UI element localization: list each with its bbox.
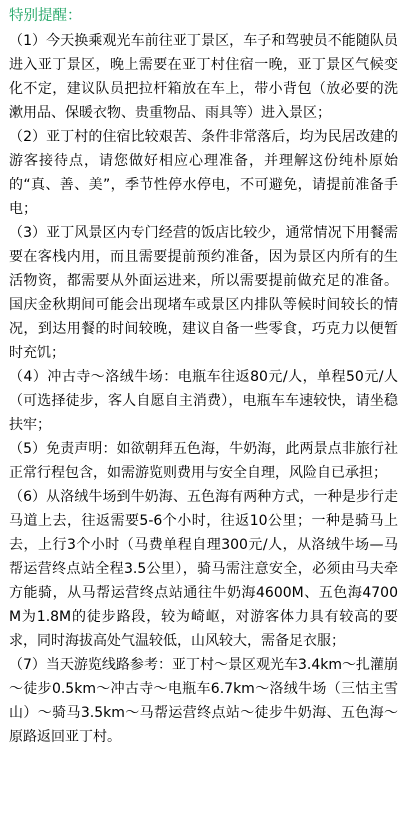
reminder-paragraph-1: （1）今天换乘观光车前往亚丁景区，车子和驾驶员不能随队员进入亚丁景区，晚上需要在亚丁村住宿一晚，亚丁景区气候变化不定，建议队员把拉杆箱放在车上，带小背包（放必要的洗漱用品、保暖衣物、贵重物品、雨具等）进入景区；: [9, 33, 398, 121]
special-reminder-heading: 特别提醒：: [9, 8, 82, 24]
reminder-paragraph-5: （5）免责声明：如欲朝拜五色海，牛奶海，此两景点非旅行社正常行程包含，如需游览则费用与安全自理，风险自已承担；: [9, 441, 398, 481]
reminder-paragraph-2: （2）亚丁村的住宿比较艰苦、条件非常落后，均为民居改建的游客接待点，请您做好相应心理准备，并理解这份纯朴原始的“真、善、美”，季节性停水停电，不可避免，请提前准备手电；: [9, 129, 398, 217]
reminder-paragraph-3: （3）亚丁风景区内专门经营的饭店比较少，通常情况下用餐需要在客栈内用，而且需要提前预约准备，因为景区内所有的生活物资，都需要从外面运进来，所以需要提前做充足的准备。国庆金秋期间可能会出现堵车或景区内排队等候时间较长的情况，到达用餐的时间较晚，建议自备一些零食，巧克力以便暂时充饥；: [9, 225, 398, 361]
reminder-paragraph-6: （6）从洛绒牛场到牛奶海、五色海有两种方式，一种是步行走马道上去，往返需要5-6个小时，往返10公里；一种是骑马上去，上行3个小时（马费单程自理300元/人，从洛绒牛场—马帮运营终点站全程3.5公里），骑马需注意安全，必须由马夫牵方能骑，从马帮运营终点站通往牛奶海4600M、五色海4700M为1.8M的徒步路段，较为崎岖，对游客体力具有较高的要求，同时海拔高处气温较低，山风较大，需备足衣服；: [9, 489, 398, 649]
reminder-paragraph-7: （7）当天游览线路参考：亚丁村～景区观光车3.4km～扎灌崩～徒步0.5km～冲古寺～电瓶车6.7km～洛绒牛场（三怙主雪山）～骑马3.5km～马帮运营终点站～徒步牛奶海、五色海～原路返回亚丁村。: [9, 657, 398, 745]
reminder-paragraph-4: （4）冲古寺～洛绒牛场：电瓶车往返80元/人，单程50元/人（可选择徒步，客人自愿自主消费），电瓶车车速较快，请坐稳扶牢；: [9, 369, 398, 433]
